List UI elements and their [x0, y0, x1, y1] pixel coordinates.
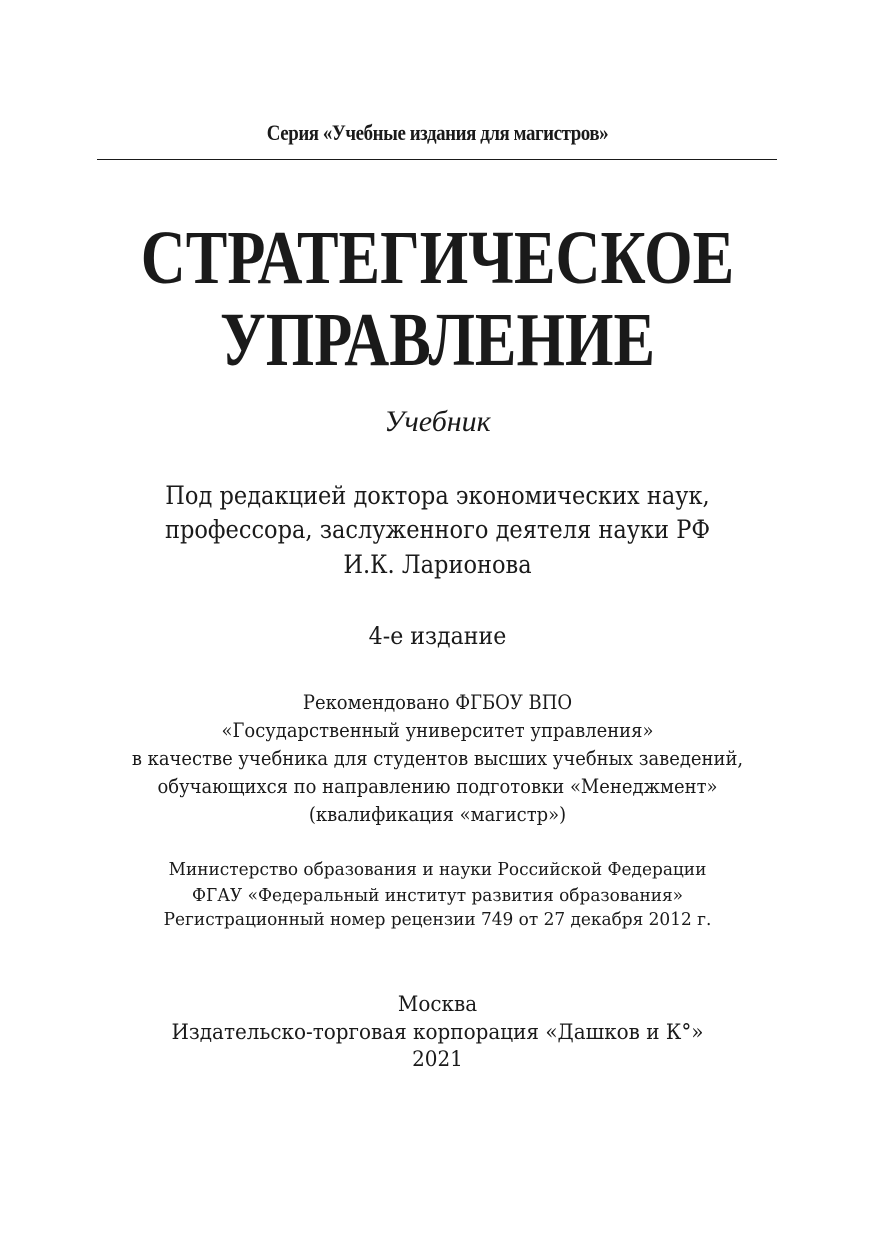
imprint-publisher: Издательско-торговая корпорация «Дашков и К°» [171, 1020, 704, 1044]
imprint-year: 2021 [412, 1047, 463, 1071]
recommendation-line-3: в качестве учебника для студентов высших учебных заведений, [131, 747, 744, 770]
ministry-line-2: ФГАУ «Федеральный институт развития образования» [191, 885, 684, 906]
book-title-line-1: СТРАТЕГИЧЕСКОЕ [140, 216, 735, 300]
recommendation-line-4: обучающихся по направлению подготовки «Менеджмент» [157, 775, 718, 798]
header-divider [97, 159, 777, 160]
book-title-line-2: УПРАВЛЕНИЕ [219, 298, 656, 382]
recommendation-line-2: «Государственный университет управления» [221, 719, 654, 742]
ministry-line-1: Министерство образования и науки Российской Федерации [168, 859, 707, 880]
ministry-line-3: Регистрационный номер рецензии 749 от 27 декабря 2012 г. [163, 909, 712, 930]
editor-name: И.К. Ларионова [343, 550, 532, 579]
editor-line-1: Под редакцией доктора экономических наук, [165, 481, 710, 510]
imprint-city: Москва [397, 992, 478, 1016]
edition-label: 4-е издание [368, 622, 507, 650]
series-heading: Серия «Учебные издания для магистров» [266, 120, 609, 145]
editor-line-2: профессора, заслуженного деятеля науки РФ [164, 515, 711, 544]
recommendation-line-1: Рекомендовано ФГБОУ ВПО [302, 691, 573, 714]
book-type: Учебник [384, 405, 491, 438]
recommendation-line-5: (квалификация «магистр») [308, 803, 567, 826]
